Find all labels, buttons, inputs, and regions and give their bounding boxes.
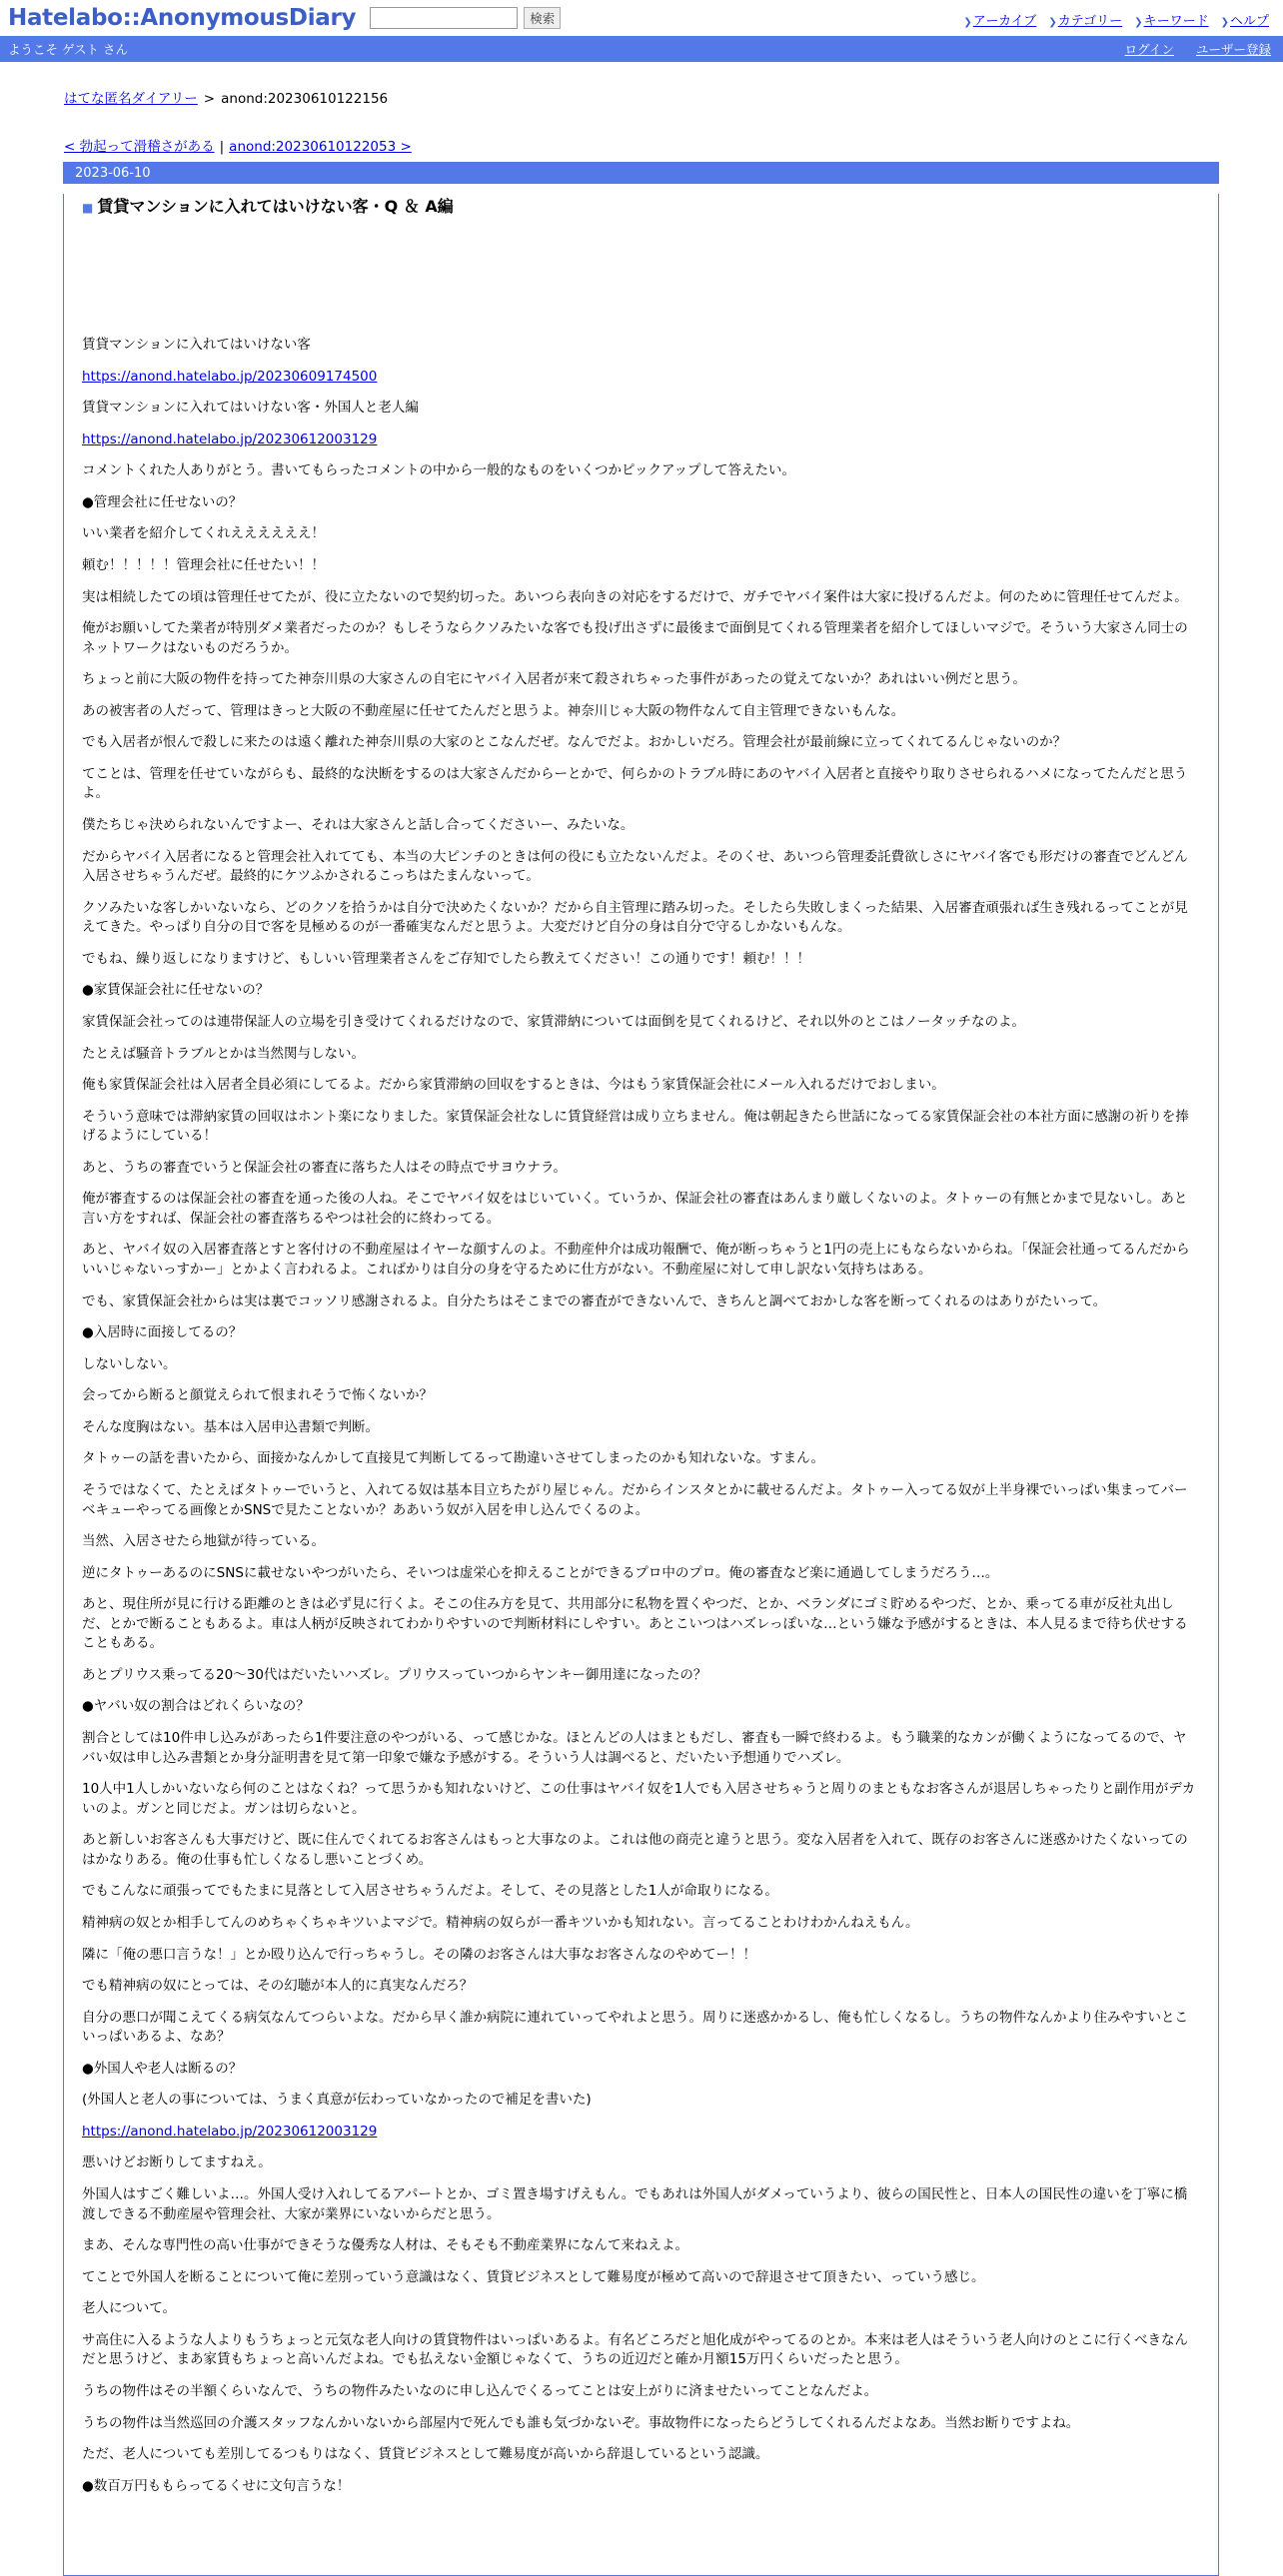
entry-paragraph: うちの物件はその半額くらいなんで、うちの物件みたいなのに申し込んでくるってことは安上がりに済ませたいってことなんだよ。 — [82, 2382, 878, 2399]
arrow-icon: ❯ — [1048, 17, 1057, 28]
entry-paragraph: ●外国人や老人は断るの？ — [82, 2060, 243, 2077]
entry-paragraph: いい業者を紹介してくれええええええ！ — [82, 525, 325, 542]
entry-paragraph: ●家賃保証会社に任せないの？ — [82, 982, 270, 999]
entry-pager — [64, 135, 1283, 155]
nav-keyword[interactable] — [1134, 10, 1208, 29]
entry-paragraph: 老人について。 — [82, 2300, 176, 2317]
entry-paragraph: 10人中1人しかいないなら何のことはなくね？って思うかも知れないけど、この仕事はヤバイ奴を1人でも入居させちゃうと周りのまともなお客さんが退居しちゃったりと副作用がデカいのよ。ガンと同じだよ。ガンは切らないと。 — [82, 1781, 1196, 1817]
entry-paragraph: 僕たちじゃ決められないんですよー、それは大家さんと話し合ってくださいー、みたいな。 — [82, 817, 635, 833]
nav-help-link[interactable]: ヘルプ — [1229, 14, 1269, 29]
top-bar — [0, 0, 1283, 36]
entry-title-text: 賃貸マンションに入れてはいけない客・Q ＆ A編 — [97, 197, 454, 216]
entry-paragraph: うちの物件は当然巡回の介護スタッフなんかいないから部屋内で死んでも誰も気づかないぞ。事故物件になったらどうしてくれるんだよなあ。当然お断りですよね。 — [82, 2414, 1080, 2431]
entry-body — [82, 336, 1199, 2496]
entry-paragraph: タトゥーの話を書いたから、面接かなんかして直接見て判断してるって勘違いさせてしまったのかも知れないな。すまん。 — [82, 1450, 824, 1467]
entry-paragraph: でも入居者が恨んで殺しに来たのは遠く離れた神奈川県の大家のとこなんだぜ。なんでだよ。おかしいだろ。管理会社が最前線に立ってくれてるんじゃないのか？ — [82, 734, 1067, 751]
entry-paragraph: 精神病の奴とか相手してんのめちゃくちゃキツいよマジで。精神病の奴らが一番キツいかも知れない。言ってることわけわかんねえもん。 — [82, 1914, 919, 1931]
entry-paragraph: 外国人はすごく難しいよ…。外国人受け入れしてるアパートとか、ゴミ置き場すげえもん。でもあれは外国人がダメっていうより、彼らの国民性と、日本人の国民性の違いを丁寧に橋渡しできる不動産屋や管理会社、大家が業界にいないからだと思う。 — [82, 2186, 1188, 2222]
entry-paragraph: 賃貸マンションに入れてはいけない客 — [82, 337, 311, 353]
welcome-text: ようこそ ゲスト さん — [8, 42, 128, 57]
entry-paragraph: 当然、入居させたら地獄が待っている。 — [82, 1533, 325, 1550]
arrow-icon: ❯ — [1134, 17, 1143, 28]
entry-paragraph: あと、現住所が見に行ける距離のときは必ず見に行くよ。そこの住み方を見て、共用部分に私物を置くやつだ、とか、ベランダにゴミ貯めるやつだ、とか、乗ってる車が反社丸出しだ、とかで断ることもあるよ。車は人柄が反映されてわかりやすいので判断材料にしやすい。あとこいつはハズレっぽいな…という嫌な予感がするときは、本人見るまで待ち伏せすることもある。 — [82, 1596, 1188, 1652]
entry-paragraph: でも精神病の奴にとっては、その幻聴が本人的に真実なんだろ？ — [82, 1978, 474, 1995]
day-section — [63, 162, 1219, 2576]
breadcrumb-home-link[interactable]: はてな匿名ダイアリー — [64, 91, 198, 107]
entry-paragraph: たとえば騒音トラブルとかは当然関与しない。 — [82, 1045, 365, 1062]
welcome-bar — [0, 36, 1283, 62]
top-nav — [963, 10, 1269, 29]
entry-paragraph: でもこんなに頑張ってでもたまに見落として入居させちゃうんだよ。そして、その見落とした1人が命取りになる。 — [82, 1883, 778, 1900]
entry-paragraph: 頼む！！！！！管理会社に任せたい！！ — [82, 556, 325, 573]
entry-paragraph: ちょっと前に大阪の物件を持ってた神奈川県の大家さんの自宅にヤバイ入居者が来て殺されちゃった事件があったの覚えてないか？あれはいい例だと思う。 — [82, 671, 1026, 688]
login-link[interactable]: ログイン — [1124, 42, 1174, 57]
entry-title — [82, 194, 1218, 217]
nav-keyword-link[interactable]: キーワード — [1143, 14, 1209, 29]
entry-paragraph: あと、うちの審査でいうと保証会社の審査に落ちた人はその時点でサヨウナラ。 — [82, 1159, 567, 1176]
entry-paragraph: 割合としては10件申し込みがあったら1件要注意のやつがいる、って感じかな。ほとんどの人はまともだし、審査も一瞬で終わるよ。もう職業的なカンが働くようになってるので、ヤバい奴は申し込み書類とか身分証明書を見て第一印象で嫌な予感がする。そういう人は調べると、だいたい予想通りでハズレ。 — [82, 1730, 1187, 1766]
entry-paragraph: 悪いけどお断りしてますねえ。 — [82, 2154, 272, 2171]
entry-paragraph: ●ヤバい奴の割合はどれくらいなの？ — [82, 1698, 310, 1715]
search-button[interactable]: 検索 — [524, 7, 561, 29]
nav-archive-link[interactable]: アーカイブ — [972, 14, 1037, 29]
breadcrumb-separator: > — [203, 91, 216, 107]
entry-link-paragraph — [82, 430, 1199, 450]
entry-paragraph: てことは、管理を任せていながらも、最終的な決断をするのは大家さんだからーとかで、何らかのトラブル時にあのヤバイ入居者と直接やり取りさせられるハメになってたんだと思うよ。 — [82, 765, 1188, 802]
entry-paragraph: クソみたいな客しかいないなら、どのクソを拾うかは自分で決めたくないか？だから自主管理に踏み切った。そしたら失敗しまくった結果、入居審査頑張れば生き残れるってことが見えてきた。やっぱり自分の目で客を見極めるのが一番確実なんだと思うよ。大変だけど自分の身は自分で守るしかないもんな。 — [82, 899, 1188, 936]
entry-paragraph: 俺も家賃保証会社は入居者全員必須にしてるよ。だから家賃滞納の回収をするときは、今はもう家賃保証会社にメール入れるだけでおしまい。 — [82, 1077, 945, 1094]
entry-link-paragraph — [82, 2123, 1199, 2143]
entry-link[interactable]: https://anond.hatelabo.jp/20230612003129 — [82, 2123, 378, 2140]
entry-paragraph: あの被害者の人だって、管理はきっと大阪の不動産屋に任せてたんだと思うよ。神奈川じゃ大阪の物件なんて自主管理できないもんな。 — [82, 702, 905, 719]
entry-paragraph: そうではなくて、たとえばタトゥーでいうと、入れてる奴は基本目立ちたがり屋じゃん。だからインスタとかに載せるんだよ。タトゥー入ってる奴が上半身裸でいっぱい集まってバーベキューやってる画像とかSNSで見たことないか？ああいう奴が入居を申し込んでくるのよ。 — [82, 1481, 1188, 1518]
entry-paragraph: そういう意味では滞納家賃の回収はホント楽になりました。家賃保証会社なしに賃貸経営は成り立ちません。俺は朝起きたら世話になってる家賃保証会社の本社方面に感謝の祈りを捧げるようにしている！ — [82, 1108, 1189, 1145]
entry-paragraph: (外国人と老人の事については、うまく真意が伝わっていなかったので補足を書いた) — [82, 2092, 592, 2109]
entry-paragraph: ただ、老人についても差別してるつもりはなく、賃貸ビジネスとして難易度が高いから辞退しているという認識。 — [82, 2446, 769, 2463]
entry-paragraph: サ高住に入るような人よりもうちょっと元気な老人向けの賃貸物件はいっぱいあるよ。有名どころだと旭化成がやってるのとか。本来は老人はそういう老人向けのとこに行くべきなんだと思うけど、まあ家賃もちょっと高いんだよね。でも払えない金額じゃなくて、うちの近辺だと確か月額15万円くらいだったと思う。 — [82, 2331, 1188, 2368]
nav-help[interactable] — [1221, 10, 1269, 29]
search-input[interactable] — [370, 7, 518, 29]
entry-paragraph: コメントくれた人ありがとう。書いてもらったコメントの中から一般的なものをいくつかピックアップして答えたい。 — [82, 462, 796, 479]
entry-paragraph: でもね、繰り返しになりますけど、もしいい管理業者さんをご存知でしたら教えてください！この通りです！頼む！！！ — [82, 950, 810, 967]
breadcrumb — [64, 87, 1283, 107]
entry-paragraph: まあ、そんな専門性の高い仕事ができそうな優秀な人材は、そもそも不動産業界になんて来ねえよ。 — [82, 2237, 688, 2254]
entry-paragraph: あと新しいお客さんも大事だけど、既に住んでくれてるお客さんはもっと大事なのよ。これは他の商売と違うと思う。変な入居者を入れて、既存のお客さんに迷惑かけたくないってのはかなりある。俺の仕事も忙しくなるし悪いことづくめ。 — [82, 1832, 1188, 1868]
prev-entry-link[interactable]: < 勃起って滑稽さがある — [64, 139, 215, 155]
site-logo[interactable]: Hatelabo::AnonymousDiary — [8, 5, 357, 31]
entry-paragraph: あと、ヤバイ奴の入居審査落とすと客付けの不動産屋はイヤーな顔すんのよ。不動産仲介は成功報酬で、俺が断っちゃうと1円の売上にもならないからね。「保証会社通ってるんだからいいじゃないっすかー」とかよく言われるよ。こればかりは自分の身を守るために仕方がない。不動産屋に対して申し訳ない気持ちはある。 — [82, 1242, 1190, 1278]
nav-category-link[interactable]: カテゴリー — [1057, 14, 1123, 29]
entry-paragraph: ●数百万円ももらってるくせに文句言うな！ — [82, 2477, 351, 2494]
entry-paragraph: 自分の悪口が聞こえてくる病気なんてつらいよな。だから早く誰か病院に連れていってやれよと思う。周りに迷惑かかるし、俺も忙しくなるし。うちの物件なんかより住みやすいとこいっぱいあるよ、なあ？ — [82, 2009, 1188, 2046]
square-icon[interactable]: ■ — [82, 201, 94, 215]
entry-paragraph: ●管理会社に任せないの？ — [82, 493, 243, 510]
entry-paragraph: ●入居時に面接してるの？ — [82, 1324, 243, 1341]
entry-paragraph: でも、家賃保証会社からは実は裏でコッソリ感謝されるよ。自分たちはそこまでの審査ができないんで、きちんと調べておかしな客を断ってくれるのはありがたいって。 — [82, 1292, 1107, 1309]
breadcrumb-current: anond:20230610122156 — [221, 91, 389, 107]
arrow-icon: ❯ — [1220, 17, 1229, 28]
entry-paragraph: 実は相続したての頃は管理任せてたが、役に立たないので契約切った。あいつら表向きの対応をするだけで、ガチでヤバイ案件は大家に投げるんだよ。何のために管理任せてんだよ。 — [82, 588, 1188, 605]
entry-link-paragraph — [82, 368, 1199, 388]
entry-paragraph: だからヤバイ入居者になると管理会社入れてても、本当の大ピンチのときは何の役にも立たないんだよ。そのくせ、あいつら管理委託費欲しさにヤバイ客でも形だけの審査でどんどん入居させちゃうんだぜ。最終的にケツふかされるこっちはたまんないって。 — [82, 848, 1188, 885]
entry-paragraph: 賃貸マンションに入れてはいけない客・外国人と老人編 — [82, 400, 419, 417]
entry-paragraph: しないしない。 — [82, 1355, 177, 1372]
entry-paragraph: 俺がお願いしてた業者が特別ダメ業者だったのか？もしそうならクソみたいな客でも投げ出さずに最後まで面倒見てくれる管理業者を紹介してほしいマジで。そういう大家さん同士のネットワークはないものだろうか。 — [82, 620, 1188, 656]
day-date: 2023-06-10 — [63, 162, 1219, 184]
nav-archive[interactable] — [963, 10, 1036, 29]
entry-paragraph: 会ってから断ると顔覚えられて恨まれそうで怖くないか？ — [82, 1387, 433, 1404]
account-links — [1125, 40, 1271, 58]
nav-category[interactable] — [1048, 10, 1122, 29]
pager-separator: | — [219, 139, 225, 155]
next-entry-link[interactable]: anond:20230610122053 > — [229, 139, 412, 155]
entry-paragraph: てことで外国人を断ることについて俺に差別っていう意識はなく、賃貸ビジネスとして難易度が極めて高いので辞退させて頂きたい、っていう感じ。 — [82, 2268, 985, 2285]
entry-paragraph: そんな度胸はない。基本は入居申込書類で判断。 — [82, 1418, 379, 1435]
entry-link[interactable]: https://anond.hatelabo.jp/20230609174500 — [82, 368, 378, 385]
entry-paragraph: 俺が審査するのは保証会社の審査を通った後の人ね。そこでヤバイ奴をはじいていく。ていうか、保証会社の審査はあんまり厳しくないのよ。タトゥーの有無とかまで見ないし。あと言い方をすれば、保証会社の審査落ちるやつは社会的に終わってる。 — [82, 1191, 1188, 1227]
register-link[interactable]: ユーザー登録 — [1195, 42, 1271, 57]
entry-paragraph: 家賃保証会社ってのは連帯保証人の立場を引き受けてくれるだけなので、家賃滞納については面倒を見てくれるけど、それ以外のとこはノータッチなのよ。 — [82, 1013, 1026, 1030]
entry-paragraph: 逆にタトゥーあるのにSNSに載せないやつがいたら、そいつは虚栄心を抑えることができるプロ中のプロ。俺の審査など楽に通過してしまうだろう…。 — [82, 1564, 999, 1581]
arrow-icon: ❯ — [963, 17, 972, 28]
entry — [63, 194, 1219, 2576]
entry-paragraph: 隣に「俺の悪口言うな！」とか殴り込んで行っちゃうし。その隣のお客さんは大事なお客さんなのやめてー！！ — [82, 1946, 756, 1963]
entry-link[interactable]: https://anond.hatelabo.jp/20230612003129 — [82, 430, 378, 447]
entry-paragraph: あとプリウス乗ってる20～30代はだいたいハズレ。プリウスっていつからヤンキー御用達になったの？ — [82, 1666, 707, 1683]
